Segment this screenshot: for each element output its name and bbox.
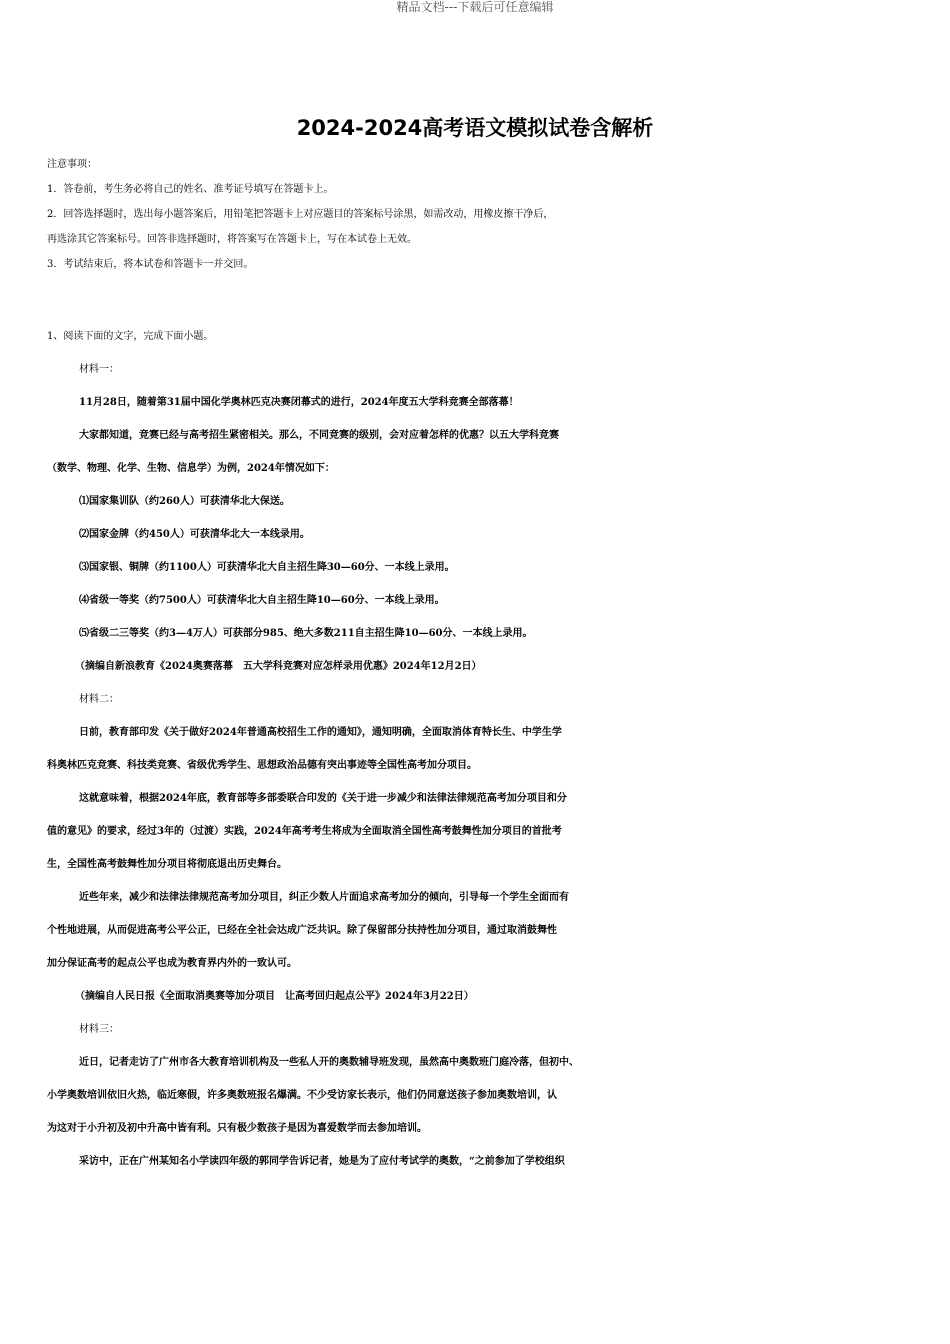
material-2-source: （摘编自人民日报《全面取消奥赛等加分项目 让高考回归起点公平》2024年3月22日） bbox=[75, 991, 474, 1002]
material-1-list-item-2: ⑵国家金牌（约450人）可获清华北大一本线录用。 bbox=[79, 529, 310, 540]
material-2-paragraph-2-line-3: 生，全国性高考鼓舞性加分项目将彻底退出历史舞台。 bbox=[47, 859, 287, 870]
exam-title: 2024-2024高考语文模拟试卷含解析 bbox=[296, 116, 654, 140]
material-3-paragraph-1-line-3: 为这对于小升初及初中升高中皆有利。只有极少数孩子是因为喜爱数学而去参加培训。 bbox=[47, 1123, 427, 1134]
material-3-paragraph-2-line-1: 采访中，正在广州某知名小学读四年级的郭同学告诉记者，她是为了应付考试学的奥数，“之前参加了学校组织 bbox=[79, 1156, 565, 1167]
material-3-paragraph-1-line-2: 小学奥数培训依旧火热，临近寒假，许多奥数班报名爆满。不少受访家长表示，他们仍同意送孩子参加奥数培训，认 bbox=[47, 1090, 557, 1101]
material-1-label: 材料一： bbox=[79, 364, 119, 375]
notice-heading: 注意事项： bbox=[47, 159, 97, 170]
material-1-paragraph-1: 11月28日，随着第31届中国化学奥林匹克决赛闭幕式的进行，2024年度五大学科竞赛全部落幕！ bbox=[79, 397, 519, 408]
material-1-source: （摘编自新浪教育《2024奥赛落幕 五大学科竞赛对应怎样录用优惠》2024年12月2日） bbox=[75, 661, 482, 672]
material-1-paragraph-2-line-1: 大家都知道，竞赛已经与高考招生紧密相关。那么，不同竞赛的级别，会对应着怎样的优惠？以五大学科竞赛 bbox=[79, 430, 559, 441]
page-header-watermark: 精品文档---下载后可任意编辑 bbox=[396, 0, 554, 14]
material-2-label: 材料二： bbox=[79, 694, 119, 705]
material-2-paragraph-1-line-1: 日前，教育部印发《关于做好2024年普通高校招生工作的通知》，通知明确，全面取消体育特长生、中学生学 bbox=[79, 727, 562, 738]
question-intro: 1、阅读下面的文字，完成下面小题。 bbox=[47, 331, 214, 342]
notice-item-1: 1．答卷前，考生务必将自己的姓名、准考证号填写在答题卡上。 bbox=[47, 184, 334, 195]
material-3-label: 材料三： bbox=[79, 1024, 119, 1035]
material-2-paragraph-3-line-1: 近些年来，减少和法律法律规范高考加分项目，纠正少数人片面追求高考加分的倾向，引导每一个学生全面而有 bbox=[79, 892, 569, 903]
notice-item-2-line-2: 再选涂其它答案标号。回答非选择题时，将答案写在答题卡上，写在本试卷上无效。 bbox=[47, 234, 417, 245]
material-2-paragraph-3-line-2: 个性地进展，从而促进高考公平公正，已经在全社会达成广泛共识。除了保留部分扶持性加分项目，通过取消鼓舞性 bbox=[47, 925, 557, 936]
material-1-list-item-1: ⑴国家集训队（约260人）可获清华北大保送。 bbox=[79, 496, 290, 507]
material-2-paragraph-1-line-2: 科奥林匹克竞赛、科技类竞赛、省级优秀学生、思想政治品德有突出事迹等全国性高考加分项目。 bbox=[47, 760, 477, 771]
question-body bbox=[47, 320, 909, 1178]
material-1-list-item-3: ⑶国家银、铜牌（约1100人）可获清华北大自主招生降30—60分、一本线上录用。 bbox=[79, 562, 455, 573]
material-2-paragraph-2-line-1: 这就意味着，根据2024年底，教育部等多部委联合印发的《关于进一步减少和法律法律规范高考加分项目和分 bbox=[79, 793, 567, 804]
material-3-paragraph-1-line-1: 近日，记者走访了广州市各大教育培训机构及一些私人开的奥数辅导班发现，虽然高中奥数班门庭冷落，但初中、 bbox=[79, 1057, 579, 1068]
notice-item-2-line-1: 2．回答选择题时，选出每小题答案后，用铅笔把答题卡上对应题目的答案标号涂黑，如需改动，用橡皮擦干净后， bbox=[47, 209, 554, 220]
material-2-paragraph-3-line-3: 加分保证高考的起点公平也成为教育界内外的一致认可。 bbox=[47, 958, 297, 969]
material-1-list-item-4: ⑷省级一等奖（约7500人）可获清华北大自主招生降10—60分、一本线上录用。 bbox=[79, 595, 445, 606]
material-2-paragraph-2-line-2: 值的意见》的要求，经过3年的（过渡）实践，2024年高考考生将成为全面取消全国性高考鼓舞性加分项目的首批考 bbox=[47, 826, 562, 837]
notice-section bbox=[47, 152, 907, 277]
notice-item-3: 3．考试结束后，将本试卷和答题卡一并交回。 bbox=[47, 259, 254, 270]
material-1-list-item-5: ⑸省级二三等奖（约3—4万人）可获部分985、绝大多数211自主招生降10—60分、一本线上录用。 bbox=[79, 628, 533, 639]
material-1-paragraph-2-line-2: （数学、物理、化学、生物、信息学）为例，2024年情况如下： bbox=[47, 463, 335, 474]
